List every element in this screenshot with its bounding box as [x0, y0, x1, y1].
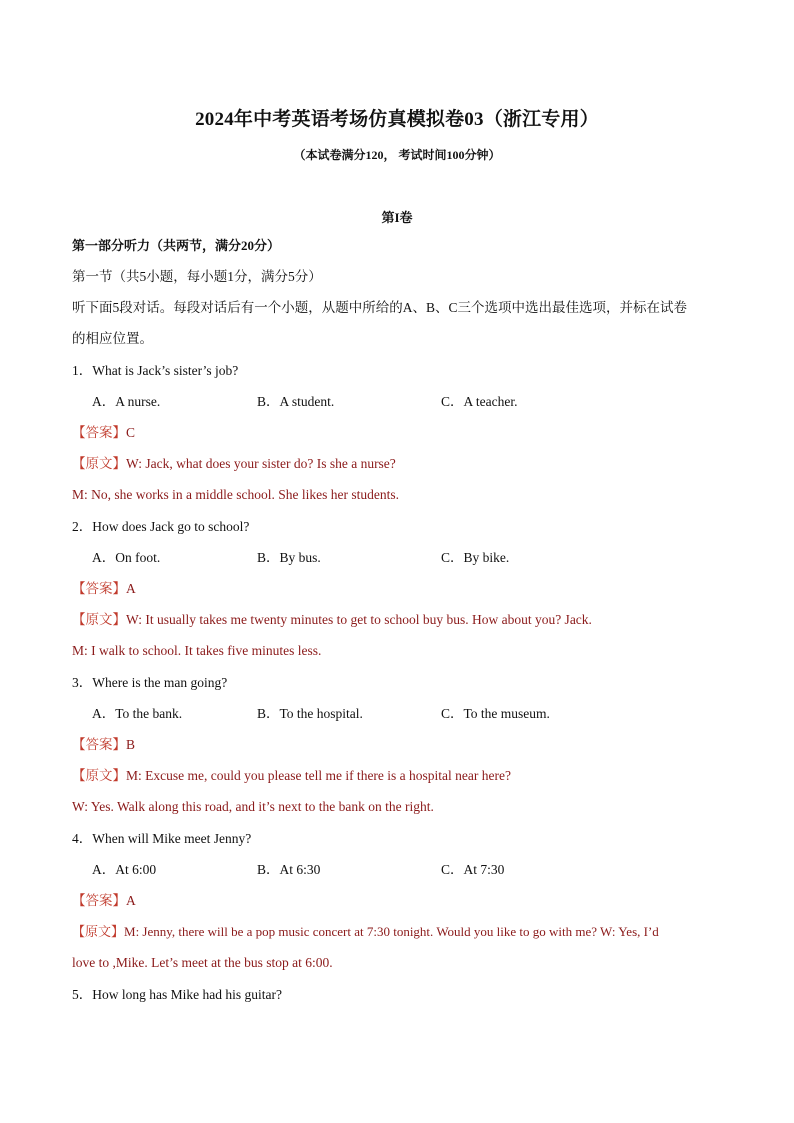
q4-answer [72, 892, 724, 910]
answer-tag: 【答案】 [72, 425, 126, 440]
q3-script-line-1 [72, 767, 724, 785]
q1-option-a: A．A nurse. [92, 394, 161, 409]
answer-value: C [126, 425, 136, 440]
q2-option-b: B．By bus. [257, 550, 321, 565]
q3-option-c: C．To the museum. [441, 706, 550, 721]
section-heading: 第一节（共5小题，每小题1分，满分5分） [72, 269, 322, 284]
answer-value: B [126, 737, 136, 752]
q3-option-a: A．To the bank. [92, 706, 183, 721]
answer-value: A [126, 893, 136, 908]
question-5: 5．How long has Mike had his guitar? [72, 987, 282, 1002]
q3-script-line-2: W: Yes. Walk along this road, and it’s next to the bank on the right. [72, 799, 434, 814]
q4-script-line-1 [72, 923, 724, 941]
script-text: M: Jenny, there will be a pop music concert at 7:30 tonight. Would you like to go with me? W: Yes, I’d [124, 924, 659, 939]
q2-script-line-2: M: I walk to school. It takes five minutes less. [72, 643, 322, 658]
question-4: 4．When will Mike meet Jenny? [72, 831, 252, 846]
answer-value: A [126, 581, 136, 596]
script-tag: 【原文】 [72, 924, 125, 939]
script-text: M: Excuse me, could you please tell me if there is a hospital near here? [126, 768, 511, 783]
q1-script-line-1 [72, 455, 724, 473]
answer-tag: 【答案】 [72, 737, 126, 752]
q3-answer [72, 736, 724, 754]
answer-tag: 【答案】 [72, 581, 126, 596]
q4-option-b: B．At 6:30 [257, 862, 321, 877]
exam-title: 2024年中考英语考场仿真模拟卷03（浙江专用） [195, 109, 599, 130]
q1-option-b: B．A student. [257, 394, 335, 409]
script-tag: 【原文】 [72, 612, 126, 627]
instruction-line-1: 听下面5段对话。每段对话后有一个小题，从题中所给的A、B、C三个选项中选出最佳选项，并标在试卷 [72, 300, 688, 315]
question-3: 3．Where is the man going? [72, 675, 228, 690]
q1-script-line-2: M: No, she works in a middle school. She likes her students. [72, 487, 399, 502]
volume-heading: 第I卷 [381, 210, 413, 225]
q2-script-line-1 [72, 611, 724, 629]
part-heading: 第一部分听力（共两节，满分20分） [72, 238, 281, 253]
q4-option-a: A．At 6:00 [92, 862, 157, 877]
q1-answer [72, 424, 724, 442]
q2-answer [72, 580, 724, 598]
instruction-line-2: 的相应位置。 [72, 331, 153, 346]
script-tag: 【原文】 [72, 768, 126, 783]
q4-script-line-2: love to ,Mike. Let’s meet at the bus stop at 6:00. [72, 955, 333, 970]
script-text: W: It usually takes me twenty minutes to get to school buy bus. How about you? Jack. [126, 612, 592, 627]
script-tag: 【原文】 [72, 456, 126, 471]
q3-option-b: B．To the hospital. [257, 706, 363, 721]
script-text: W: Jack, what does your sister do? Is she a nurse? [126, 456, 396, 471]
exam-subtitle: （本试卷满分120， 考试时间100分钟） [293, 148, 501, 162]
answer-tag: 【答案】 [72, 893, 126, 908]
q4-option-c: C．At 7:30 [441, 862, 505, 877]
q1-option-c: C．A teacher. [441, 394, 518, 409]
q2-option-a: A．On foot. [92, 550, 161, 565]
q2-option-c: C．By bike. [441, 550, 510, 565]
question-2: 2．How does Jack go to school? [72, 519, 250, 534]
question-1: 1．What is Jack’s sister’s job? [72, 363, 239, 378]
